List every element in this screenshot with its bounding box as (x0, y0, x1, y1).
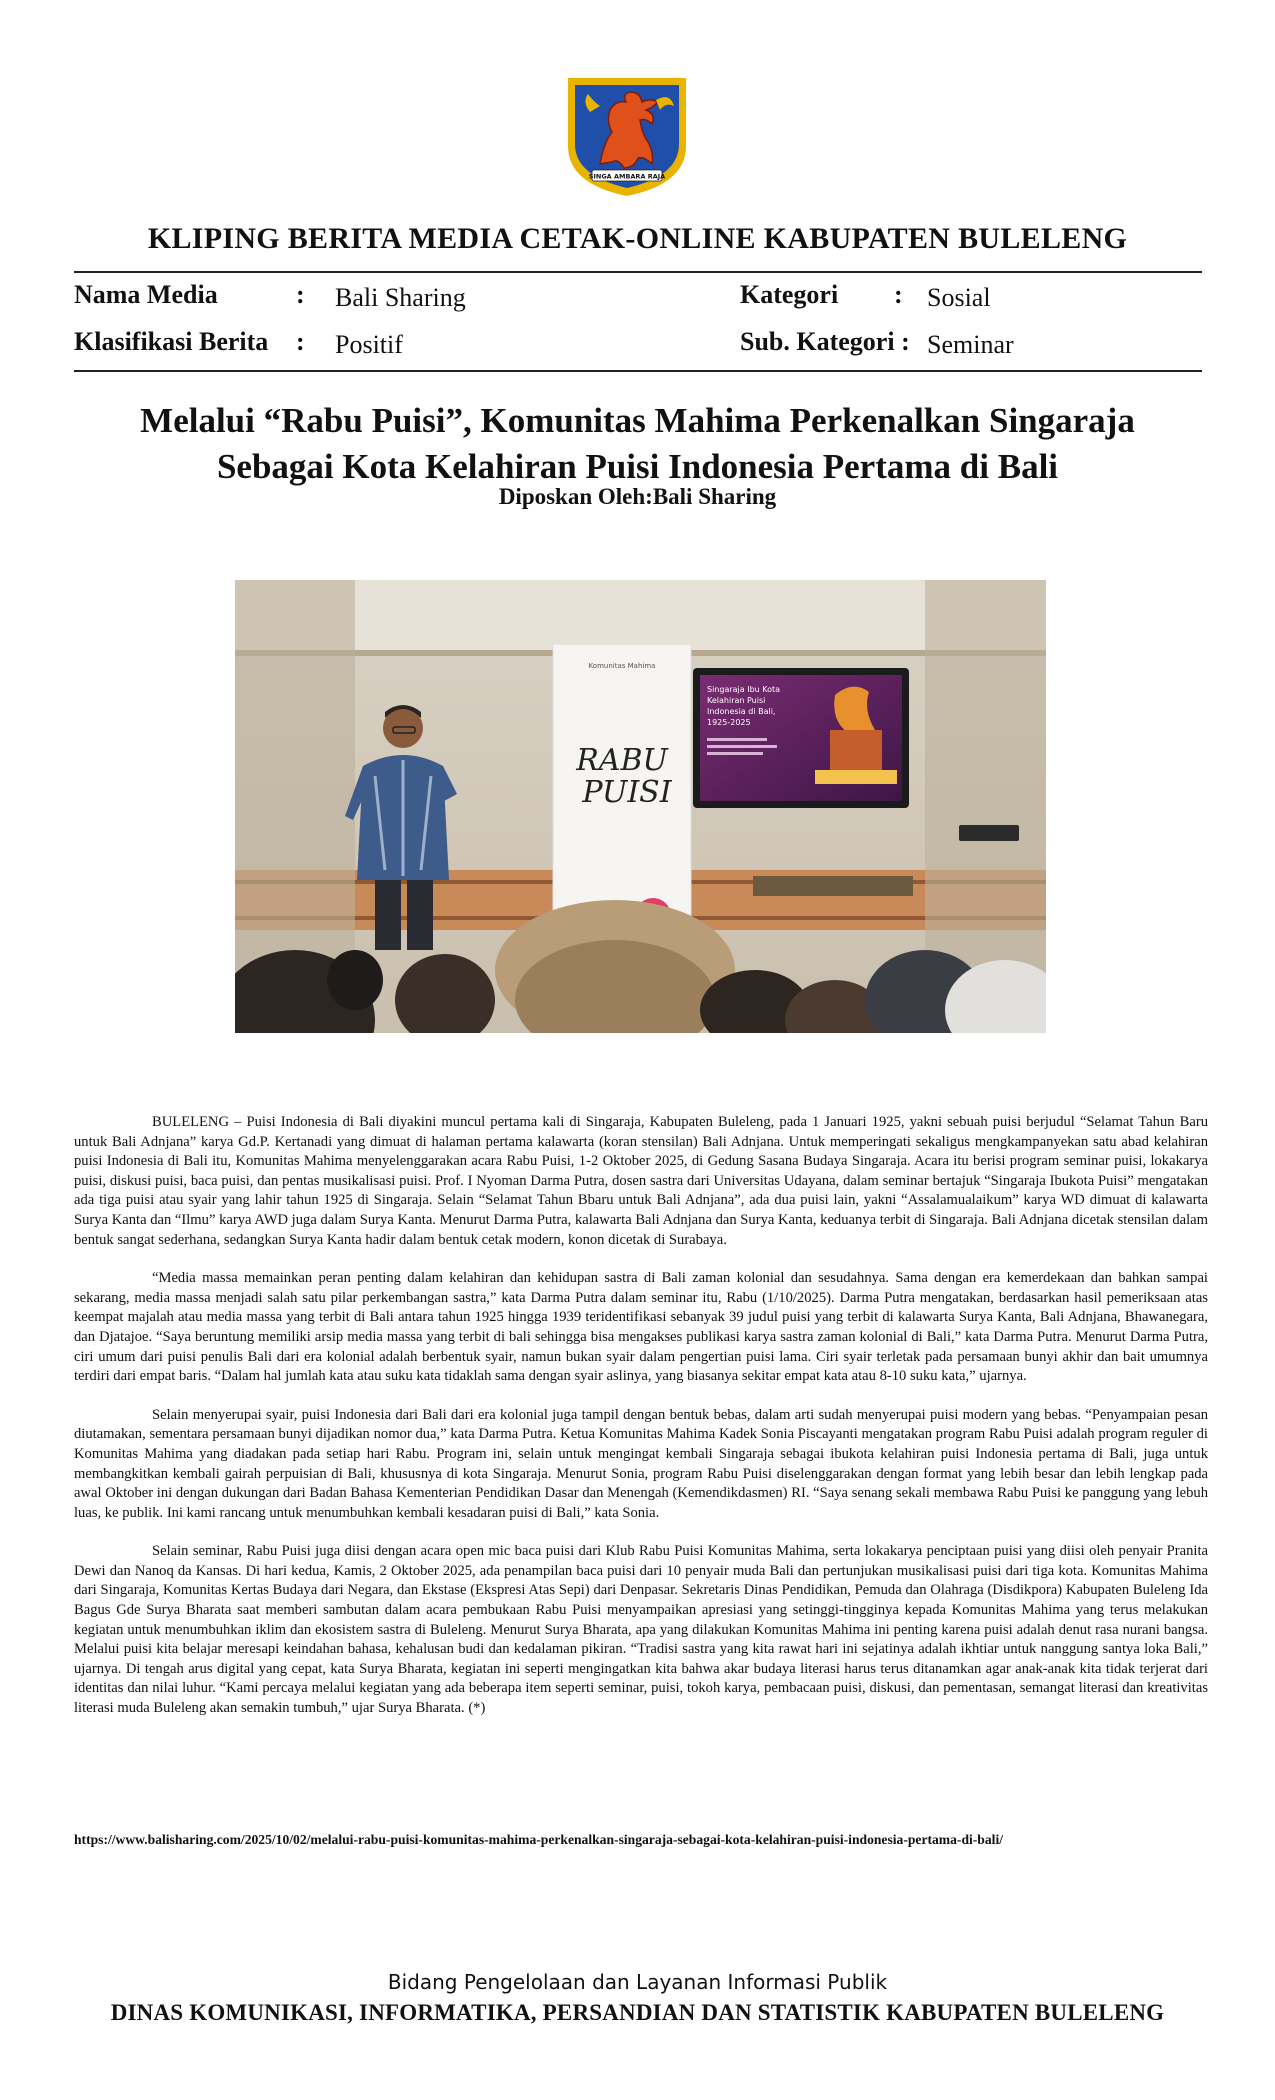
kategori-colon: : (894, 280, 903, 309)
article-byline: Diposkan Oleh:Bali Sharing (498, 484, 777, 509)
klasifikasi-colon: : (296, 327, 305, 356)
svg-text:Singaraja Ibu Kota: Singaraja Ibu Kota (707, 685, 781, 694)
svg-text:Kelahiran Puisi: Kelahiran Puisi (707, 696, 766, 705)
svg-text:Indonesia di Bali,: Indonesia di Bali, (707, 707, 776, 716)
article-paragraph: BULELENG – Puisi Indonesia di Bali diyakini muncul pertama kali di Singaraja, Kabupaten Buleleng, pada 1 Januari 1925, yakni sebuah puisi berjudul “Selamat Tahun Baru untuk Bali Adnjana” karya Gd.P. Kertanadi yang dimuat di halaman pertama kalawarta (koran stensilan) Bali Adnjana. Untuk memperingati sekaligus mengkampanyekan satu abad kelahiran puisi Indonesia di Bali itu, Komunitas Mahima menyelenggarakan acara Rabu Puisi, 1-2 Oktober 2025, di Gedung Sasana Budaya Singaraja. Acara itu berisi program seminar puisi, lokakarya puisi, diskusi puisi, baca puisi, dan pentas musikalisasi puisi. Prof. I Nyoman Darma Putra, dosen sastra dari Universitas Udayana, dalam seminar bertajuk “Singaraja Ibukota Puisi” mengatakan ada tiga puisi atau syair yang lahir tahun 1925 di Singaraja. Selain “Selamat Tahun Bbaru untuk Bali Adnjana”, ada dua puisi lain, yakni “Assalamualaikum” karya WD dimuat di kalawarta Surya Kanta dan “Ilmu” karya AWD juga dalam Surya Kanta. Menurut Darma Putra, kalawarta Bali Adnjana dan Surya Kanta, keduanya terbit di Singaraja. Bali Adnjana dicetak stensilan dalam bentuk sangat sederhana, sedangkan Surya Kanta hadir dalam bentuk cetak modern, konon dicetak di Surabaya. (74, 1114, 1208, 1248)
header-divider (74, 271, 1202, 273)
article-paragraph: Selain seminar, Rabu Puisi juga diisi dengan acara open mic baca puisi dari Klub Rabu Puisi Komunitas Mahima, serta lokakarya penciptaan puisi yang diisi oleh penyair Pranita Dewi dan Nanoq da Kansas. Di hari kedua, Kamis, 2 Oktober 2025, ada penampilan baca puisi dari 10 penyair muda Bali dan pertunjukan musikalisasi puisi dari tiga kota. Komunitas Mahima dari Singaraja, Komunitas Kertas Budaya dari Negara, dan Ekstase (Ekspresi Atas Sepi) dari Denpasar. Sekretaris Dinas Pendidikan, Pemuda dan Olahraga (Disdikpora) Kabupaten Buleleng Ida Bagus Gde Surya Bharata saat memberi sambutan dalam acara pembukaan Rabu Puisi menyampaikan apresiasi yang setinggi-tingginya kepada Komunitas Mahima yang terus melakukan kegiatan untuk menumbuhkan iklim dan ekosistem sastra di Buleleng. Menurut Surya Bharata, apa yang dilakukan Komunitas Mahima ini penting karena puisi adalah denut rasa nurani bangsa. Melalui puisi kita belajar meresapi keindahan bahasa, kehalusan budi dan kedalaman pikiran. “Tradisi sastra yang kita rawat hari ini sejatinya adalah ikhtiar untuk nanggung santya loka Bali,” ujarnya. Di tengah arus digital yang cepat, kata Surya Bharata, kegiatan ini seperti mengingatkan kita bahwa akar budaya literasi harus terus ditanamkan agar anak-anak kita tidak terjerat dari identitas dan nilai luhur. “Kami percaya melalui kegiatan yang ada beberapa item seperti seminar, puisi, tokoh karya, pembacaan puisi, diskusi, dan pementasan, semangat literasi dan kreativitas literasi muda Buleleng akan semakin tumbuh,” ujar Surya Bharata. (*) (74, 1543, 1208, 1717)
svg-text:1925-2025: 1925-2025 (707, 718, 751, 727)
article-paragraph: Selain menyerupai syair, puisi Indonesia dari Bali dari era kolonial juga tampil dengan bentuk bebas, dalam arti sudah menyerupai puisi modern yang bebas. “Penyampaian pesan diutamakan, sementara persamaan bunyi dijadikan nomor dua,” kata Darma Putra. Ketua Komunitas Mahima Kadek Sonia Piscayanti mengatakan program Rabu Puisi adalah program reguler di Komunitas Mahima yang diadakan pada setiap hari Rabu. Program ini, selain untuk mengingat kembali Singaraja sebagai ibukota kelahiran puisi Indonesia pertama di Bali, juga untuk membangkitkan kembali gairah perpuisian di Bali, khususnya di kota Singaraja. Menurut Sonia, program Rabu Puisi diselenggarakan dengan format yang lebih besar dan lebih lengkap pada awal Oktober ini dengan dukungan dari Badan Bahasa Kementerian Pendidikan Dasar dan Menengah (Kemendikdasmen) RI. “Saya senang sekali membawa Rabu Puisi ke panggung yang lebuh luas, ke publik. Ini kami rancang untuk menumbuhkan kembali kesadaran puisi di Bali,” kata Sonia. (74, 1406, 1208, 1521)
klasifikasi-label: Klasifikasi Berita (74, 327, 269, 356)
meta-divider (74, 370, 1202, 372)
media-value: Bali Sharing (335, 283, 466, 312)
subkategori-value: Seminar (927, 330, 1014, 359)
document-header-title: KLIPING BERITA MEDIA CETAK-ONLINE KABUPATEN BULELENG (147, 222, 1128, 255)
svg-text:Komunitas Mahima: Komunitas Mahima (588, 662, 656, 670)
media-label: Nama Media (74, 280, 218, 309)
article-title (0, 398, 1275, 490)
article-paragraph: “Media massa memainkan peran penting dalam kelahiran dan kehidupan sastra di Bali zaman kolonial dan sesudahnya. Sama dengan era kemerdekaan dan bahkan sampai sekarang, media massa menjadi salah satu pilar perkembangan sastra,” kata Darma Putra dalam seminar itu, Rabu (1/10/2025). Darma Putra mengatakan, berdasarkan hasil pemeriksaan atas keempat majalah atau media massa yang terbit di Bali antara tahun 1925 hingga 1939 teridentifikasi sebanyak 39 judul puisi yang terbit di kalawarta Surya Kanta, Bali Adnjana, Bhawanegara, dan Djatajoe. “Saya beruntung memiliki arsip media massa yang terbit di bali sehingga bisa mengakses publikasi karya sastra zaman kolonial di Bali,” kata Darma Putra. Menurut Darma Putra, ciri umum dari puisi penulis Bali dari era kolonial adalah berbentuk syair, namun bukan syair dalam pengertian puisi lama. Ciri syair terletak pada persamaan bunyi akhir dan bait umumnya terdiri dari empat baris. “Dalam hal jumlah kata atau suku kata tidaklah sama dengan syair aslinya, yang biasanya sekitar empat kata atau 8-10 suku kata,” ujarnya. (74, 1270, 1208, 1385)
source-url: https://www.balisharing.com/2025/10/02/melalui-rabu-puisi-komunitas-mahima-perkenalkan-singaraja-sebagai-kota-kelahiran-puisi-indonesia-pertama-di-bali/ (74, 1832, 1003, 1847)
article-body (74, 1113, 1208, 1738)
svg-text:PUISI: PUISI (582, 775, 672, 810)
klasifikasi-value: Positif (335, 330, 403, 359)
svg-text:RABU: RABU (576, 743, 668, 778)
wireless-mic-receiver (959, 825, 1019, 841)
article-title-line2: Sebagai Kota Kelahiran Puisi Indonesia Pertama di Bali (216, 447, 1059, 486)
kategori-label: Kategori (740, 280, 839, 309)
buleleng-regency-logo (560, 72, 694, 200)
logo-motto: SINGA AMBARA RAJA (588, 172, 666, 181)
subkategori-label: Sub. Kategori : (740, 327, 910, 356)
kategori-value: Sosial (927, 283, 991, 312)
media-colon: : (296, 280, 305, 309)
presentation-screen (693, 668, 909, 808)
article-photo (235, 580, 1046, 1033)
article-title-line1: Melalui “Rabu Puisi”, Komunitas Mahima Perkenalkan Singaraja (140, 401, 1135, 440)
footer-agency: DINAS KOMUNIKASI, INFORMATIKA, PERSANDIAN DAN STATISTIK KABUPATEN BULELENG (110, 2000, 1165, 2025)
footer-department: Bidang Pengelolaan dan Layanan Informasi Publik (387, 1970, 888, 1994)
